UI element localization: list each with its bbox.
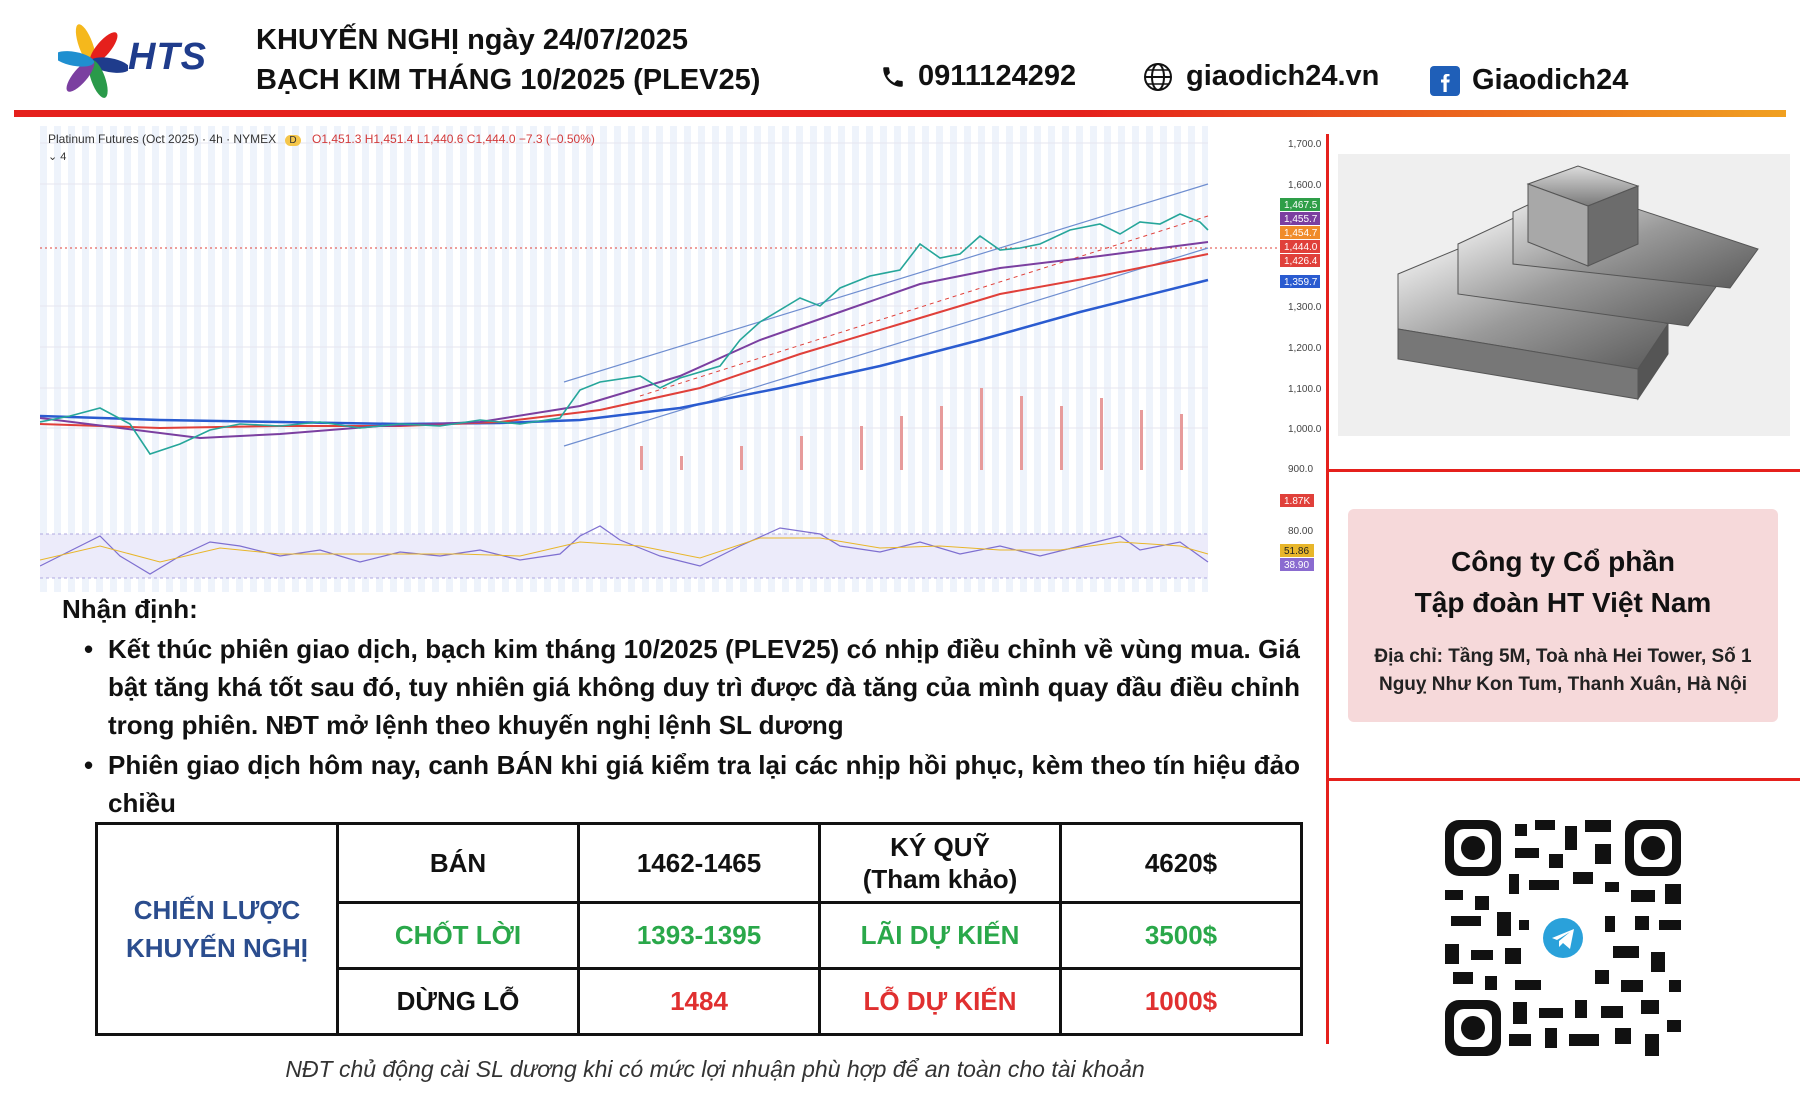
- platinum-bars-illustration: [1338, 154, 1790, 436]
- facebook-icon: [1430, 66, 1460, 96]
- price-tick: 1,700.0: [1288, 139, 1322, 150]
- qr-code-icon: [1445, 820, 1681, 1056]
- rsi-label: 51.86: [1284, 546, 1310, 557]
- company-info-box: [1348, 509, 1778, 722]
- hts-logo: [58, 22, 208, 100]
- company-address-line1: Địa chỉ: Tầng 5M, Toà nhà Hei Tower, Số 1: [1374, 646, 1752, 667]
- action-cell: BÁN: [338, 824, 579, 903]
- value-cell: 3500$: [1061, 903, 1302, 969]
- website-link[interactable]: [1142, 60, 1379, 93]
- website-url: giaodich24.vn: [1186, 60, 1380, 92]
- company-name-line2: Tập đoàn HT Việt Nam: [1414, 587, 1712, 618]
- globe-icon: [1142, 61, 1174, 93]
- price-tick: 1,300.0: [1288, 302, 1322, 313]
- metric-cell: [820, 824, 1061, 903]
- phone-number: 0911124292: [918, 60, 1077, 92]
- price-label: 1,444.0: [1284, 242, 1318, 253]
- analysis-bullet-text: • Phiên giao dịch hôm nay, canh BÁN khi giá kiểm tra lại các nhịp hồi phục, kèm theo tín hiệu đảo chiều: [108, 750, 1300, 818]
- chart-badge: D: [285, 135, 300, 146]
- phone-icon: [880, 62, 906, 92]
- logo-wordmark: HTS: [128, 36, 207, 78]
- metric-sublabel: (Tham khảo): [862, 864, 1018, 894]
- action-cell: DỪNG LỖ: [338, 969, 579, 1035]
- price-tick: 1,000.0: [1288, 424, 1322, 435]
- indicator-count: 4: [60, 151, 67, 163]
- price-cell: 1393-1395: [579, 903, 820, 969]
- price-label: 1,455.7: [1284, 214, 1318, 225]
- volume-label: 1.87K: [1284, 496, 1311, 507]
- price-cell: 1484: [579, 969, 820, 1035]
- price-label: 1,359.7: [1284, 277, 1318, 288]
- price-axis: [1288, 139, 1322, 475]
- header-divider: [14, 110, 1786, 117]
- facebook-name: Giaodich24: [1472, 64, 1629, 96]
- facebook-link[interactable]: [1430, 64, 1628, 97]
- action-cell: CHỐT LỜI: [338, 903, 579, 969]
- chart-symbol: Platinum Futures (Oct 2025) · 4h · NYMEX: [48, 132, 277, 146]
- chart-ohlc: O1,451.3 H1,451.4 L1,440.6 C1,444.0 −7.3 (−0.50%): [312, 132, 595, 146]
- price-label: 1,454.7: [1284, 228, 1318, 239]
- analysis-bullet: [86, 746, 1300, 822]
- pinwheel-logo-icon: [58, 22, 128, 98]
- price-chart: [40, 126, 1326, 592]
- report-title: KHUYẾN NGHỊ ngày 24/07/2025: [256, 24, 688, 56]
- analysis-bullet-text: • Kết thúc phiên giao dịch, bạch kim tháng 10/2025 (PLEV25) có nhịp điều chỉnh về vùng mua. Giá bật tăng khá tốt sau đó, tuy nhiên giá không duy trì được đà tăng của mình quay đầu điều chỉnh trong phiên. NĐT mở lệnh theo khuyến nghị lệnh SL dương: [108, 634, 1300, 740]
- strategy-table: [95, 822, 1303, 1036]
- value-cell: 4620$: [1061, 824, 1302, 903]
- metric-cell: LỖ DỰ KIẾN: [820, 969, 1061, 1035]
- company-address: [1348, 643, 1778, 699]
- company-name: [1348, 541, 1778, 623]
- chart-legend: [48, 132, 595, 163]
- indicator-collapse[interactable]: ⌄ 4: [48, 151, 67, 163]
- metric-cell: LÃI DỰ KIẾN: [820, 903, 1061, 969]
- price-tick: 1,100.0: [1288, 384, 1322, 395]
- rsi-tick: 80.00: [1288, 526, 1314, 537]
- strategy-label-cell: [97, 824, 338, 1035]
- strategy-label-line1: CHIẾN LƯỢC: [133, 895, 301, 925]
- rsi-label: 38.90: [1284, 560, 1310, 571]
- price-tick: 1,600.0: [1288, 180, 1322, 191]
- phone-contact[interactable]: [880, 60, 1076, 93]
- metric-label: KÝ QUỸ: [890, 832, 990, 862]
- analysis-heading: Nhận định:: [62, 594, 198, 624]
- report-subtitle: BẠCH KIM THÁNG 10/2025 (PLEV25): [256, 64, 761, 96]
- session-shading: [40, 126, 1208, 592]
- table-row: [97, 824, 1302, 903]
- price-label: 1,467.5: [1284, 200, 1318, 211]
- rsi-axis: [1280, 526, 1314, 571]
- right-divider-2: [1329, 778, 1800, 781]
- company-address-line2: Nguỵ Như Kon Tum, Thanh Xuân, Hà Nội: [1378, 674, 1748, 695]
- price-tick: 900.0: [1288, 464, 1314, 475]
- strategy-label-line2: KHUYẾN NGHỊ: [125, 933, 308, 963]
- footnote: NĐT chủ động cài SL dương khi có mức lợi nhuận phù hợp để an toàn cho tài khoản: [285, 1056, 1145, 1082]
- price-cell: 1462-1465: [579, 824, 820, 903]
- candlestick-chart-svg: [40, 126, 1326, 592]
- rsi-pane: [40, 534, 1208, 578]
- platinum-bars-image: [1338, 154, 1790, 436]
- analysis-bullet: [86, 630, 1300, 744]
- value-cell: 1000$: [1061, 969, 1302, 1035]
- right-divider-1: [1329, 469, 1800, 472]
- price-label: 1,426.4: [1284, 256, 1318, 267]
- column-divider: [1326, 134, 1329, 1044]
- company-name-line1: Công ty Cổ phần: [1451, 546, 1675, 577]
- price-tick: 1,200.0: [1288, 343, 1322, 354]
- telegram-qr-code[interactable]: [1445, 820, 1681, 1056]
